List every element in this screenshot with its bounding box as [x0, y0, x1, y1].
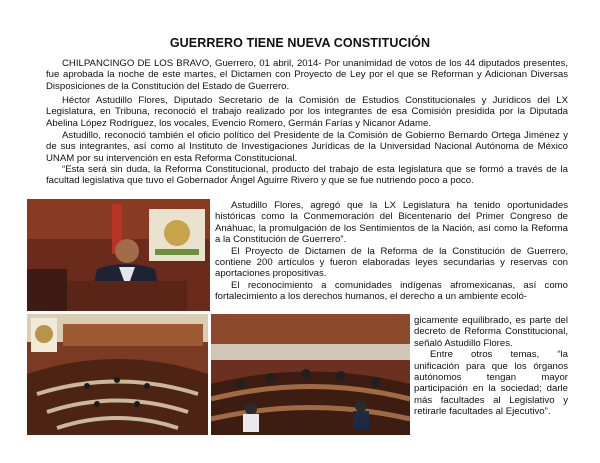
paragraph-continuation: gicamente equilibrado, es parte del decreto de Reforma Constitucional, señaló Astudillo Flores. — [414, 315, 568, 349]
column-text-right — [215, 200, 568, 303]
paragraph-political-office: Astudillo, reconoció también el oficio político del Presidente de la Comisión de Gobierno Bernardo Ortega Jiménez y de sus integrantes, así como al Instituto de Investigaciones Jurídicas de la Universidad Nacional Autónoma de México UNAM por su intervención en esta Reforma Constitucional. — [46, 130, 568, 164]
paragraph-quote: “Esta será sin duda, la Reforma Constitucional, producto del trabajo de esta legislatura que se formó a través de la facultad legislativa que tuvo el Gobernador Ángel Aguirre Rivero y que se fue nutriendo poco a poco. — [46, 164, 568, 187]
paragraph-other-topics: Entre otros temas, “la unificación para que los órganos autónomos tengan mayor participación en la sociedad; darle más facultades al Legislativo y retirarle facultades al Ejecutivo”. — [414, 349, 568, 418]
photo-speaker-podium — [27, 199, 210, 311]
paragraph-dictamen: El Proyecto de Dictamen de la Reforma de la Constitución de Guerrero, contiene 200 artículos y fueron elaboradas leyes secundarias y reservas con aportaciones propositivas. — [215, 245, 568, 280]
article-title: GUERRERO TIENE NUEVA CONSTITUCIÓN — [169, 36, 431, 50]
paragraph-astudillo-recognition: Héctor Astudillo Flores, Diputado Secretario de la Comisión de Estudios Constitucionales y Jurídicos del LX Legislatura, en Tribuna, reconoció el trabajo realizado por los integrantes de esa Comisión presidida por la Diputada Abelina López Rodríguez, los vocales, Evencio Romero, Germán Farías y Nicanor Adame. — [46, 95, 568, 129]
photo-deputies-session — [211, 314, 410, 435]
paragraph-legislature-history: Astudillo Flores, agregó que la LX Legislatura ha tenido oportunidades históricas como la Conmemoración del Bicentenario del Primer Congreso de Anáhuac, la promulgación de los Sentimientos de la Nación, así como la Reforma a la Constitución de Guerrero”. — [215, 200, 568, 246]
paragraph-indigenous-recognition: El reconocimiento a comunidades indígenas afromexicanas, así como fortalecimiento a los derechos humanos, el derecho a un ambiente ecoló- — [215, 279, 568, 303]
paragraph-intro: CHILPANCINGO DE LOS BRAVO, Guerrero, 01 abril, 2014- Por unanimidad de votos de los 44 diputados presentes, fue aprobada la noche de este martes, el Dictamen con Proyecto de Ley por el que se Reforman y Adicionan Diversas Disposiciones de la Constitución del Estado de Guerrero. — [46, 58, 568, 92]
column-text-bottom-right — [414, 315, 568, 418]
photo-congress-chamber — [27, 314, 208, 435]
